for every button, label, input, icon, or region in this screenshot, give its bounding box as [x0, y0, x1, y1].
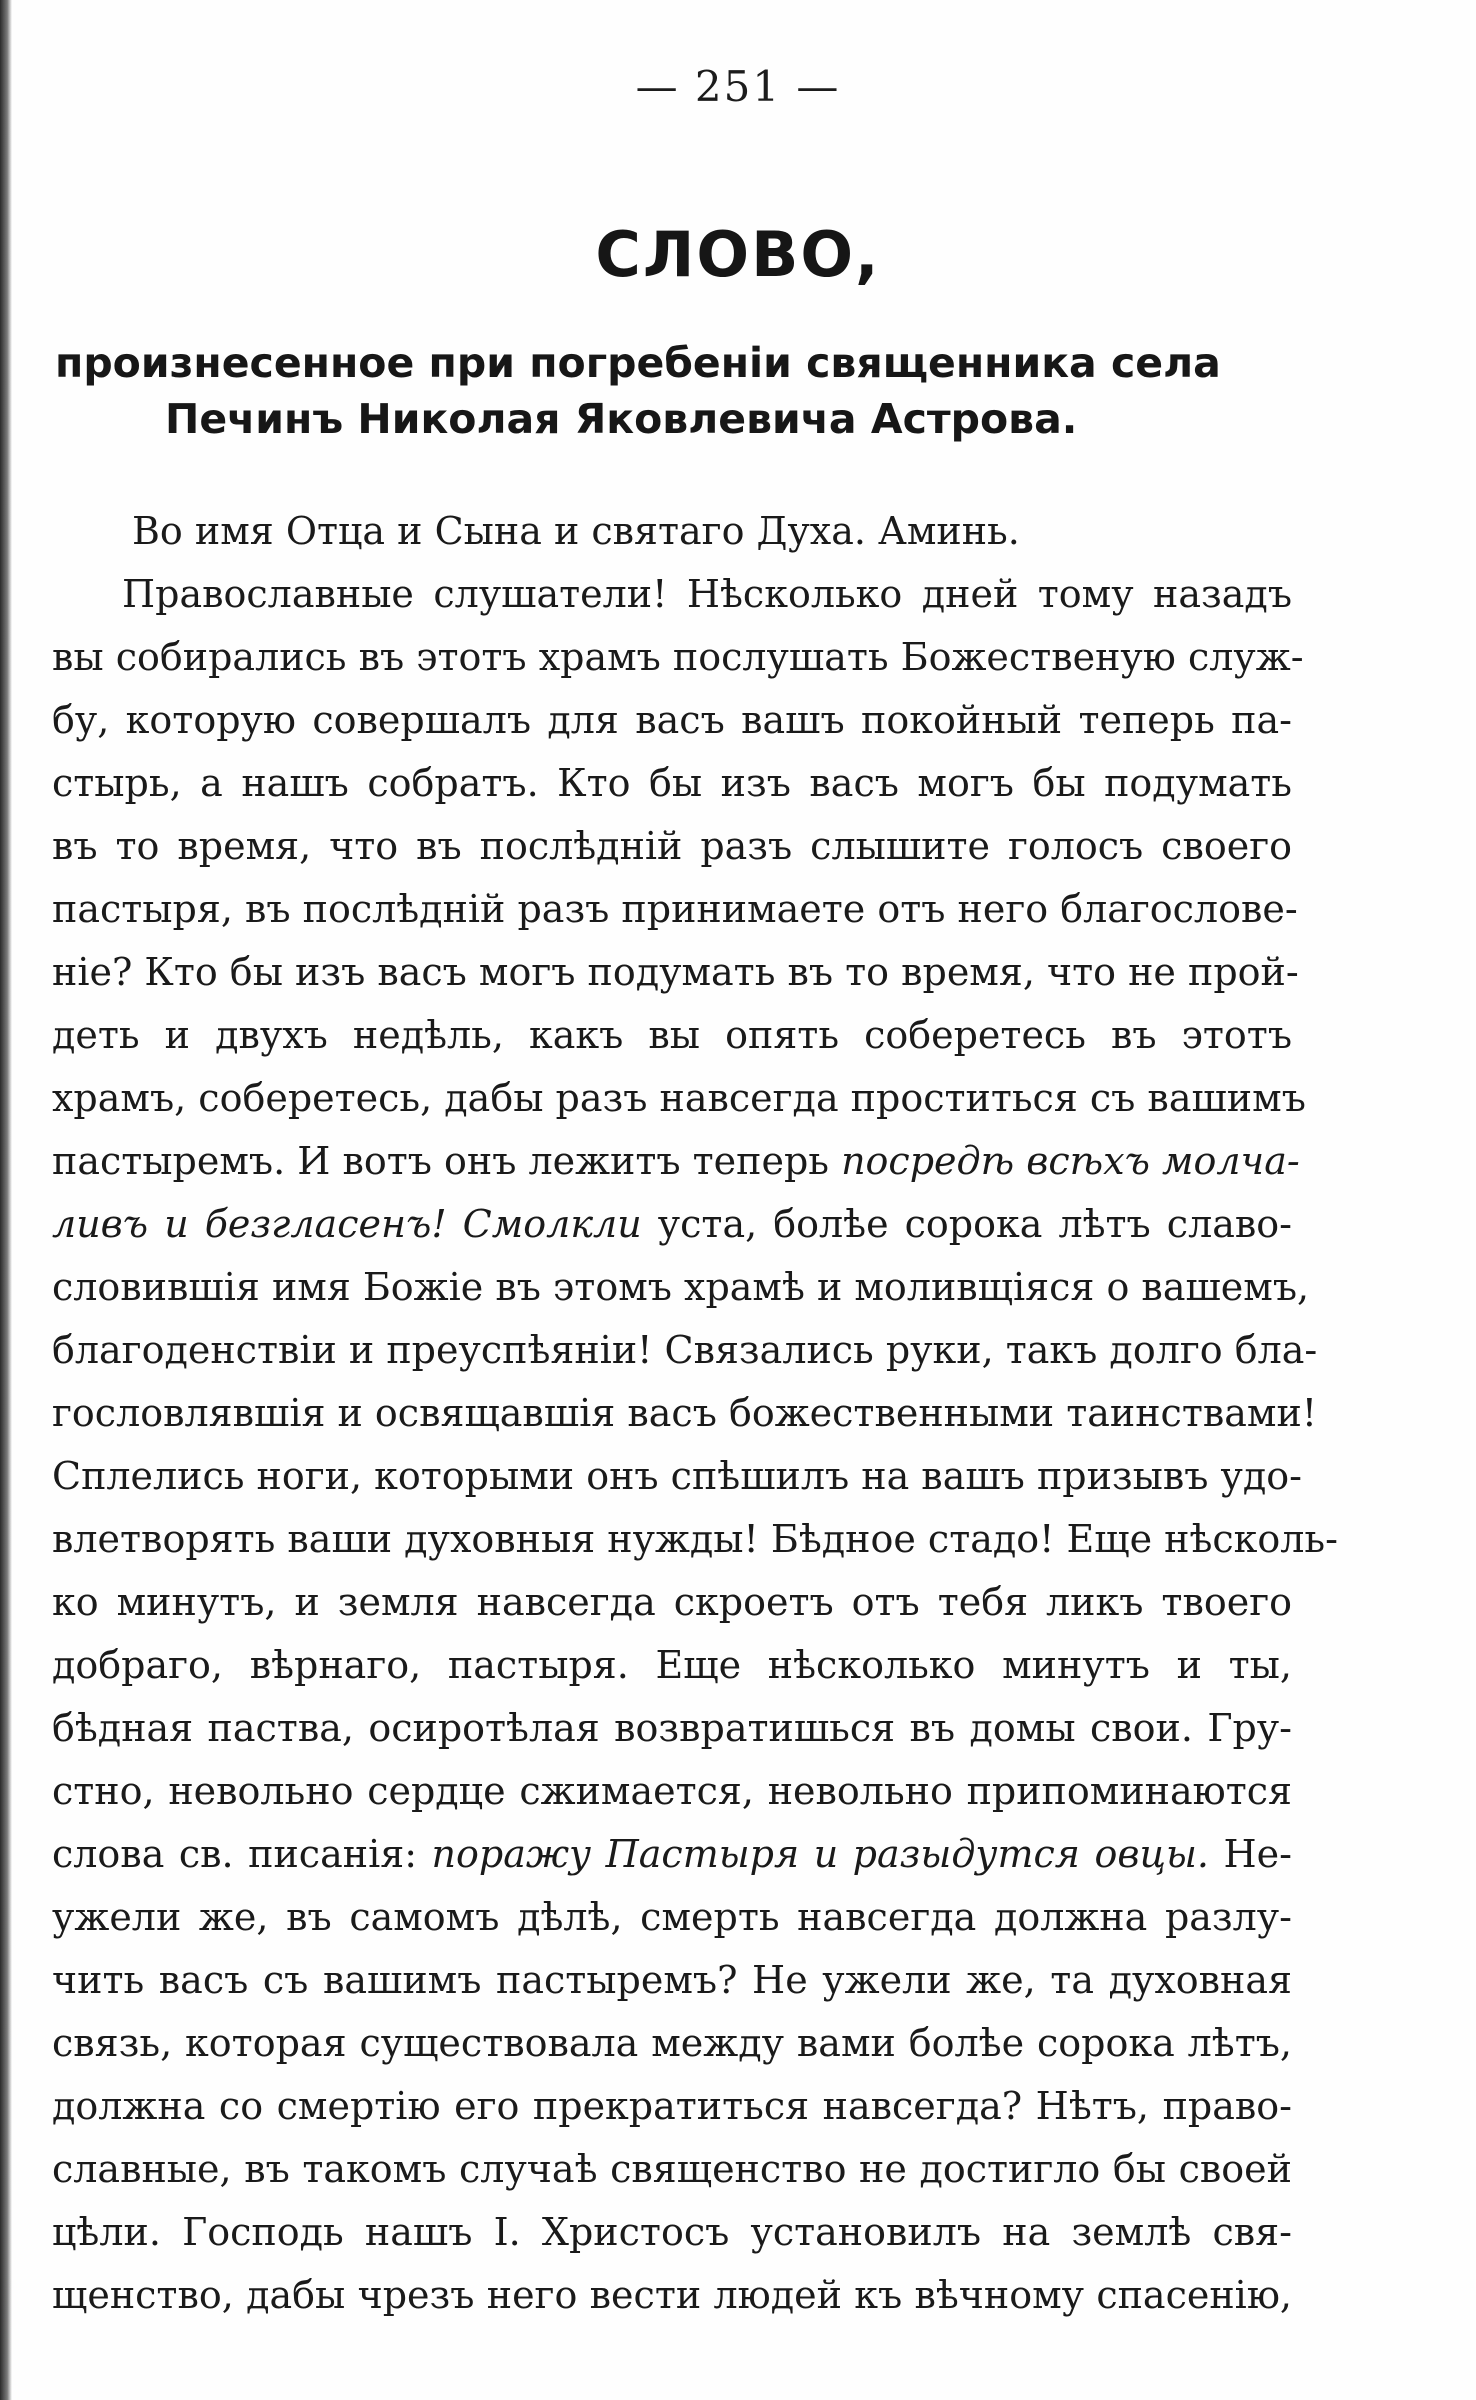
- text-line: храмъ, соберетесь, дабы разъ навсегда проститься съ вашимъ: [52, 1076, 1306, 1120]
- text-line: деть и двухъ недѣль, какъ вы опять соберетесь въ этотъ: [52, 1013, 1292, 1057]
- text-line: бу, которую совершалъ для васъ вашъ покойный теперь па-: [52, 698, 1292, 742]
- page-number: — 251 —: [635, 62, 841, 111]
- text-segment: Не-: [1209, 1832, 1293, 1876]
- text-line: должна со смертію его прекратиться навсегда? Нѣтъ, право-: [52, 2084, 1292, 2128]
- page-binding-edge: [0, 0, 12, 2400]
- subtitle-line: произнесенное при погребеніи священника села: [55, 339, 1221, 387]
- text-segment: пастыремъ. И вотъ онъ лежитъ теперь: [52, 1139, 842, 1183]
- text-line: славные, въ такомъ случаѣ священство не достигло бы своей: [52, 2147, 1292, 2191]
- text-line: влетворять ваши духовныя нужды! Бѣдное стадо! Еще нѣсколь-: [52, 1517, 1338, 1561]
- subtitle-line: Печинъ Николая Яковлевича Астрова.: [165, 395, 1078, 443]
- text-line: цѣли. Господь нашъ І. Христосъ установилъ на землѣ свя-: [52, 2210, 1292, 2254]
- text-line: вы собирались въ этотъ храмъ послушать Божественую служ-: [52, 635, 1304, 679]
- text-line: гословлявшія и освящавшія васъ божественными таинствами!: [52, 1391, 1318, 1435]
- text-line: благоденствіи и преуспѣяніи! Связались руки, такъ долго бла-: [52, 1328, 1318, 1372]
- page-title: СЛОВО,: [595, 218, 881, 291]
- text-line: стырь, а нашъ собратъ. Кто бы изъ васъ могъ бы подумать: [52, 761, 1292, 805]
- text-line: чить васъ съ вашимъ пастыремъ? Не ужели же, та духовная: [52, 1958, 1292, 2002]
- text-line: стно, невольно сердце сжимается, невольно припоминаются: [52, 1769, 1292, 1813]
- italic-text: ливъ и безгласенъ! Смолкли: [52, 1202, 642, 1246]
- text-line: добраго, вѣрнаго, пастыря. Еще нѣсколько минутъ и ты,: [52, 1643, 1292, 1687]
- text-line: Православные слушатели! Нѣсколько дней тому назадъ: [122, 572, 1292, 616]
- text-line: ко минутъ, и земля навсегда скроетъ отъ тебя ликъ твоего: [52, 1580, 1292, 1624]
- body-text: [52, 500, 1338, 2327]
- text-line: [52, 1823, 1292, 1886]
- italic-text: поражу Пастыря и разыдутся овцы.: [431, 1832, 1210, 1876]
- text-line: пастыря, въ послѣдній разъ принимаете отъ него благословe-: [52, 887, 1298, 931]
- text-line: [52, 1130, 1300, 1193]
- text-line: связь, которая существовала между вами болѣе сорока лѣтъ,: [52, 2021, 1292, 2065]
- text-segment: уста, болѣе сорока лѣтъ славо-: [641, 1202, 1292, 1246]
- text-line: ужели же, въ самомъ дѣлѣ, смерть навсегда должна разлу-: [52, 1895, 1292, 1939]
- text-segment: слова св. писанія:: [52, 1832, 432, 1876]
- text-line: словившія имя Божіе въ этомъ храмѣ и моливщіяся о вашемъ,: [52, 1265, 1310, 1309]
- text-line: [52, 1193, 1292, 1256]
- subtitle: [55, 335, 1275, 447]
- text-line: бѣдная паства, осиротѣлая возвратишься въ домы свои. Гру-: [52, 1706, 1292, 1750]
- text-line: Сплелись ноги, которыми онъ спѣшилъ на вашъ призывъ удо-: [52, 1454, 1303, 1498]
- italic-text: посредѣ всѣхъ молча-: [841, 1139, 1300, 1183]
- text-line: ніе? Кто бы изъ васъ могъ подумать въ то время, что не прой-: [52, 950, 1299, 994]
- text-line: Во имя Отца и Сына и святаго Духа. Аминь.: [132, 509, 1020, 553]
- text-line: щенство, дабы чрезъ него вести людей къ вѣчному спасенію,: [52, 2273, 1292, 2317]
- text-line: въ то время, что въ послѣдній разъ слышите голосъ своего: [52, 824, 1292, 868]
